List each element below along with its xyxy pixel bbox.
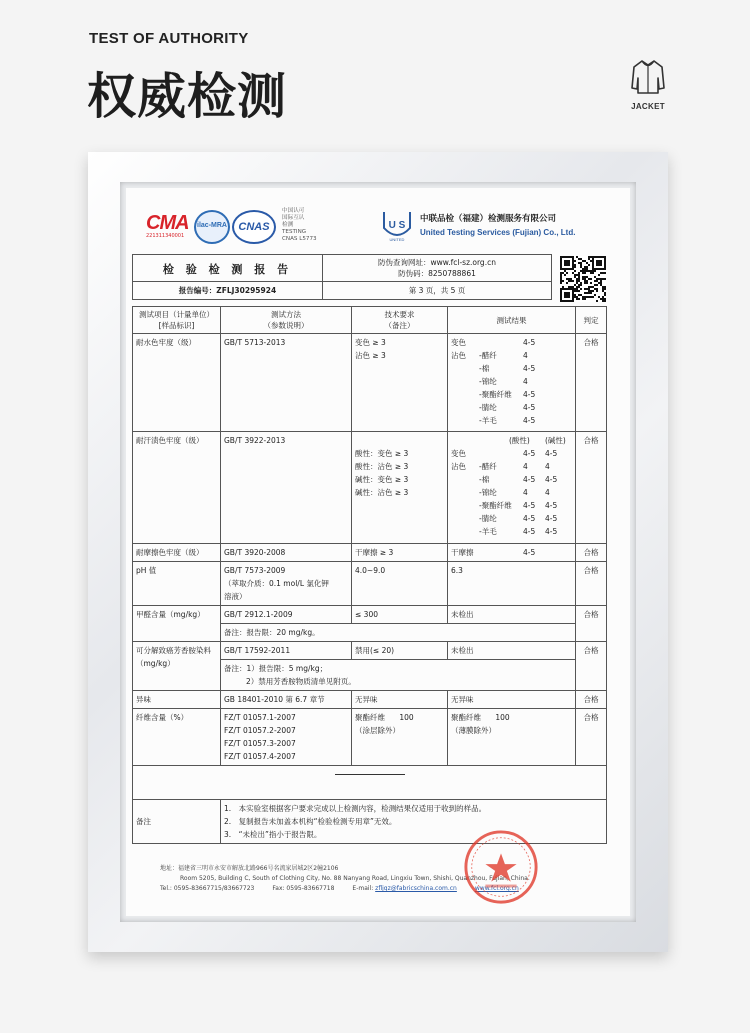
remarks-row: 备注 1. 本实验室根据客户要求完成以上检测内容，检测结果仅适用于收到的样品。 2. 复制报告未加盖本机构“检验检测专用章”无效。 3. “未检出”指小于报告限。: [133, 800, 607, 844]
table-row-note: 备注：1）报告限：5 mg/kg； 2）禁用芳香胺物质清单见附页。: [133, 660, 607, 691]
report-header: [132, 254, 552, 300]
verdict-cell: 合格: [576, 432, 607, 544]
test-results-table: [132, 306, 607, 844]
qr-code-icon: [560, 256, 606, 302]
page-indicator: 第 3 页，共 5 页: [408, 286, 466, 295]
result-cell: (酸性) (碱性) 变色 4-5 4-5 沾色 -醋纤 4 4 -棉 4-5 4-5 -锦纶 4 4 -聚酯纤维 4-5 4-5 -腈纶 4-5 4-5 -羊毛 4-5 4-5: [448, 432, 576, 544]
cma-mark: CMA: [146, 212, 189, 234]
table-row: 耐水色牢度（级） GB/T 5713-2013 变色 ≥ 3 沾色 ≥ 3 变色 4-5 沾色 -醋纤 4 -棉 4-5 -锦纶 4 -聚酯纤维 4-5 -腈纶 4-5 -羊毛 4-5 合格: [133, 334, 607, 432]
test-report-document: [126, 188, 630, 916]
table-row: 异味 GB 18401-2010 第 6.7 章节 无异味 无异味 合格: [133, 691, 607, 709]
table-row: pH 值 GB/T 7573-2009 （萃取介质：0.1 mol/L 氯化钾 溶液） 4.0~9.0 6.3 合格: [133, 562, 607, 606]
jacket-badge: [628, 58, 668, 111]
jacket-icon: [630, 58, 666, 96]
table-header-row: [133, 307, 607, 334]
table-row: 可分解致癌芳香胺染料（mg/kg） GB/T 17592-2011 禁用(≤ 20) 未检出 合格: [133, 642, 607, 660]
table-row-note: 备注：报告限：20 mg/kg。: [133, 624, 607, 642]
jacket-label: JACKET: [631, 102, 665, 111]
table-row: 纤维含量（%） FZ/T 01057.1-2007 FZ/T 01057.2-2007 FZ/T 01057.3-2007 FZ/T 01057.4-2007 聚酯纤维 100 （涂层除外） 聚酯纤维 100 （薄膜除外） 合格: [133, 709, 607, 766]
cnas-text: CNAS: [238, 221, 270, 233]
certification-logos: [146, 208, 616, 248]
report-number: 报告编号：ZFLJ30295924: [133, 282, 323, 299]
verdict-cell: 合格: [576, 606, 607, 642]
verdict-cell: 合格: [576, 642, 607, 691]
verdict-cell: 合格: [576, 709, 607, 766]
result-cell: 变色 4-5 沾色 -醋纤 4 -棉 4-5 -锦纶 4 -聚酯纤维 4-5 -腈纶 4-5 -羊毛 4-5: [448, 334, 576, 432]
col-header-result: 测试结果: [448, 307, 576, 334]
eyebrow-title: TEST OF AUTHORITY: [89, 30, 249, 47]
company-name: [420, 212, 575, 237]
table-row-end: [133, 766, 607, 800]
col-header-item: 测试项目（计量单位） [样品标识]: [133, 307, 221, 334]
table-row: 耐摩擦色牢度（级） GB/T 3920-2008 干摩擦 ≥ 3 干摩擦 4-5 合格: [133, 544, 607, 562]
cnas-logo: [232, 210, 276, 244]
verdict-cell: 合格: [576, 691, 607, 709]
cma-number: 221311340001: [146, 233, 185, 239]
report-title: 检 验 检 测 报 告: [133, 255, 323, 281]
page-title: 权威检测: [87, 68, 288, 125]
verdict-cell: 合格: [576, 562, 607, 606]
verdict-cell: 合格: [576, 334, 607, 432]
table-row: 耐汗渍色牢度（级） GB/T 3922-2013 酸性：变色 ≥ 3 酸性：沾色 ≥ 3 碱性：变色 ≥ 3 碱性：沾色 ≥ 3 (酸性) (碱性) 变色 4-5 4-5 沾色 -醋纤 4 4 -棉 4-5 4-5 -锦纶 4 4 -聚酯纤维 4-5 4-5 -腈纶 4-5 4-5 -羊毛 4-5 4-5 合格: [133, 432, 607, 544]
col-header-verdict: 判定: [576, 307, 607, 334]
col-header-method: 测试方法 （参数说明）: [221, 307, 352, 334]
uts-logo-icon: [380, 208, 414, 244]
table-row: 甲醛含量（mg/kg） GB/T 2912.1-2009 ≤ 300 未检出 合格: [133, 606, 607, 624]
end-line: [335, 774, 405, 775]
company-name-en: United Testing Services (Fujian) Co., Ltd.: [420, 228, 576, 237]
col-header-requirement: 技术要求 （备注）: [352, 307, 448, 334]
svg-text:UNITED: UNITED: [389, 237, 405, 242]
anticounterfeit-info: 防伪查询网址：www.fcl-sz.org.cn 防伪码：8250788861: [378, 258, 496, 278]
verdict-cell: 合格: [576, 544, 607, 562]
cnas-accreditation-text: 中国认可 国际互认 检测 TESTING CNAS L5773: [282, 208, 317, 242]
official-seal-icon: [462, 828, 540, 906]
ilac-mra-logo: [194, 210, 230, 244]
company-name-cn: 中联品检（福建）检测服务有限公司: [420, 214, 557, 224]
ilac-text: ilac-MRA: [197, 222, 227, 229]
company-footer: 地址：福建省三明市永安市解放北路966号名流家居城2区2幢2106 Room 5205, Building C, South of Clothing City, No. 88 Nanyang Road, Lingxiu Town, Shishi, Quanzhou, Fujian, China. Tel.: 0595-83667715/83667723 Fax: 0595-83667718 E-mail: zfljqz@fabricschina.com.cn www.fcl.org.cn: [160, 865, 530, 892]
cma-logo: [146, 212, 190, 239]
certificate-frame: [88, 152, 668, 952]
svg-text:U S: U S: [388, 220, 406, 231]
frame-mat: [120, 182, 636, 922]
